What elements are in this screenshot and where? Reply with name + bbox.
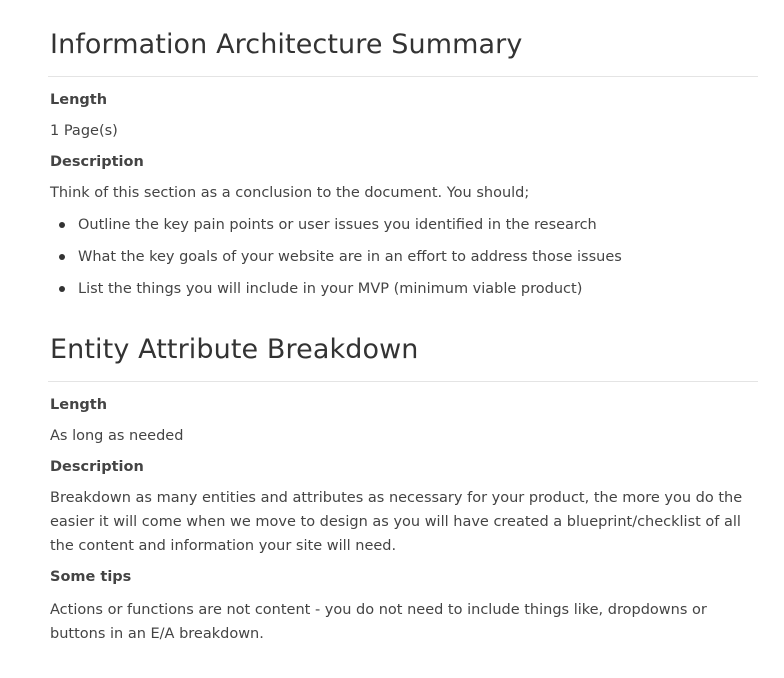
section-title: Entity Attribute Breakdown: [50, 334, 419, 365]
tips-label: Some tips: [50, 569, 132, 585]
bullet-item: [78, 245, 756, 269]
bullet-text: What the key goals of your website are in an effort to address those issues: [78, 249, 622, 265]
length-value: As long as needed: [50, 428, 184, 444]
bullet-list: [50, 213, 756, 301]
section-information-architecture-summary: [50, 0, 756, 301]
bullet-item: [78, 213, 756, 237]
length-value: 1 Page(s): [50, 123, 118, 139]
length-label: Length: [50, 92, 108, 108]
section-entity-attribute-breakdown: [50, 333, 756, 646]
description-text: Think of this section as a conclusion to the document. You should;: [50, 185, 530, 201]
section-title: Information Architecture Summary: [50, 29, 523, 60]
description-label: Description: [50, 459, 144, 475]
bullet-dot-icon: [59, 254, 65, 260]
bullet-text: Outline the key pain points or user issues you identified in the research: [78, 217, 597, 233]
bullet-item: [78, 277, 756, 301]
length-label: Length: [50, 397, 108, 413]
description-text: Breakdown as many entities and attributes as necessary for your product, the more you do the easier it will come when we move to design as you will have created a blueprint/checklist of all the content and information your site will need.: [50, 490, 743, 554]
section-divider: [48, 381, 758, 382]
bullet-text: List the things you will include in your MVP (minimum viable product): [78, 281, 583, 297]
bullet-dot-icon: [59, 222, 65, 228]
description-label: Description: [50, 154, 144, 170]
bullet-dot-icon: [59, 286, 65, 292]
tips-text: Actions or functions are not content - you do not need to include things like, dropdowns or buttons in an E/A breakdown.: [50, 602, 707, 642]
section-divider: [48, 76, 758, 77]
